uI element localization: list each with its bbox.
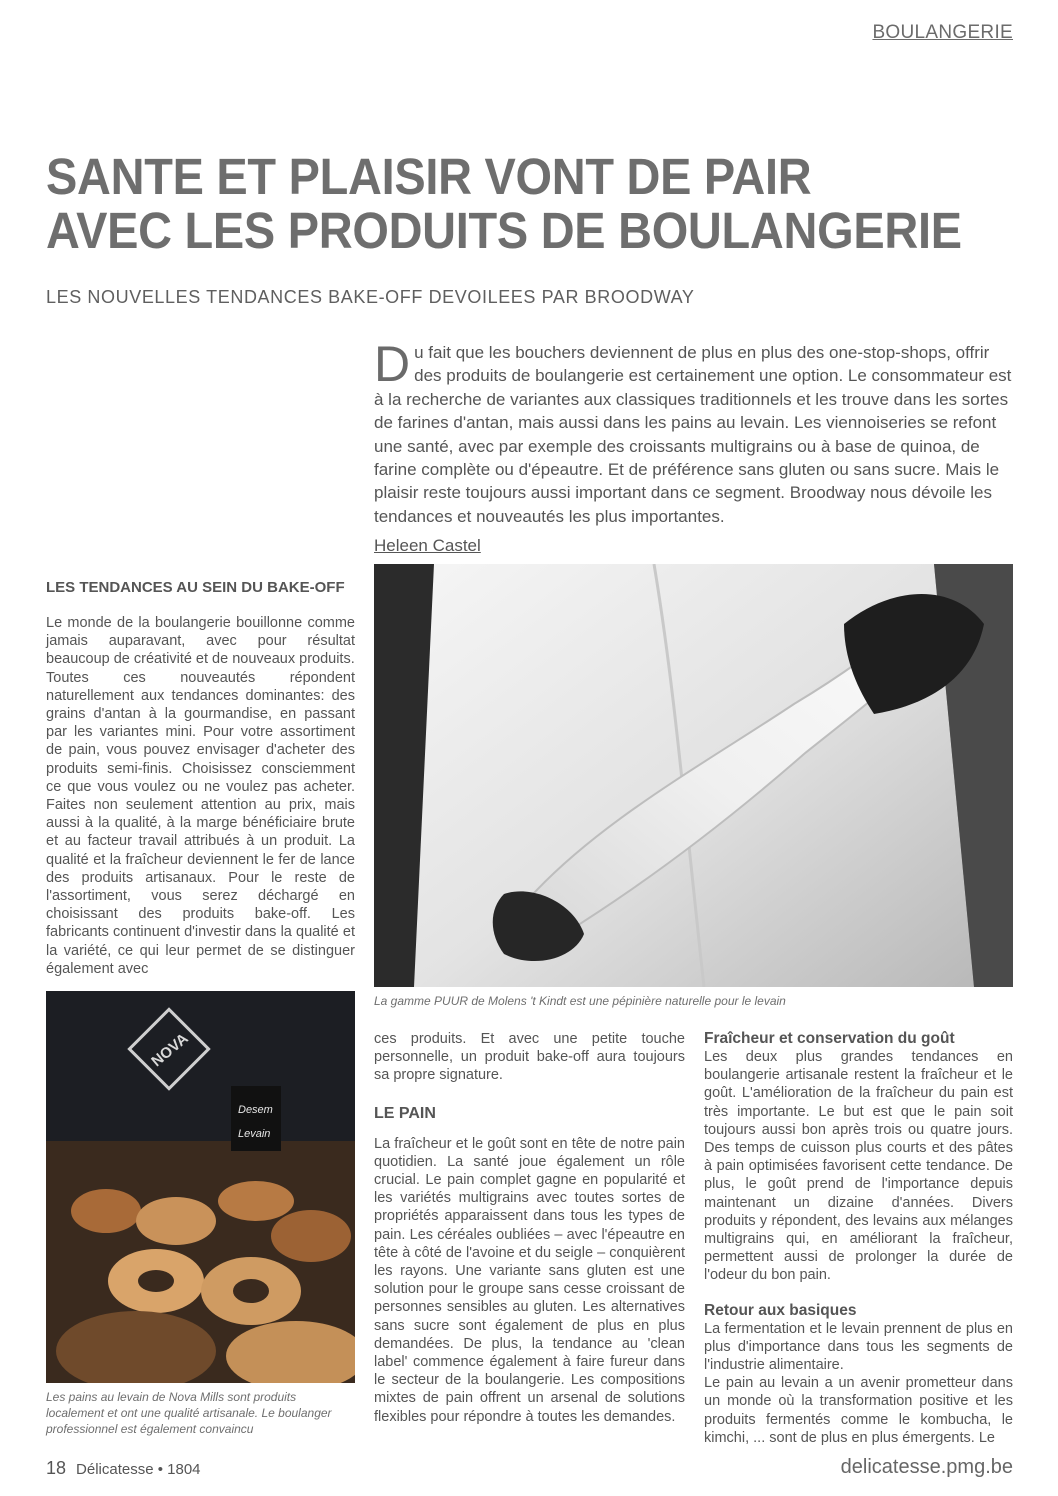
right-paragraph-1: Les deux plus grandes tendances en boulangerie artisanale restent la fraîcheur et le goût. L'amélioration de la fraîcheur du pain est très importante. Le but est que le pain soit toujours aussi bon après trois ou quatre jours. Des temps de cuisson plus courts et des pâtes à pain optimisées favorisent cette tendance. De plus, le goût prend de l'importance depuis maintenant un dizaine d'années. Divers produits y répondent, des levains aux mélanges multigrains qui, en améliorant la fraîcheur, permettent aussi de prolonger la durée de l'odeur du bon pain. [704, 1049, 1013, 1284]
bakery-photo-illustration [46, 991, 355, 1383]
page-number: 18 [46, 1458, 67, 1478]
left-column [46, 579, 355, 978]
website-link[interactable]: delicatesse.pmg.be [840, 1456, 1013, 1478]
heading-bake-off-trends: LES TENDANCES AU SEIN DU BAKE-OFF [46, 579, 345, 596]
middle-paragraph-0: ces produits. Et avec une petite touche personnelle, un produit bake-off aura toujours sa propre signature. [374, 1031, 685, 1084]
left-paragraph-2: Toutes ces nouveautés répondent naturellement aux tendances dominantes: des grains d'antan à la gourmandise, en passant par les variantes mini. Pour votre assortiment de pain, vous pouvez envisager d'acheter des produits semi-finis. Choisissez consciemment ce que vous voulez ou ne voulez pas acheter. Faites non seulement attention au prix, mais aussi à la qualité, à la marge bénéficiaire brute et au facteur travail attribués à un produit. La qualité et la fraîcheur deviennent le fer de lance des produits artisanaux. Pour le reste de l'assortiment, vous serez déchargé en choisissant des produits bake-off. Les fabricants continuent d'investir dans la qualité et la variété, ce qui leur permet de se distinguer également avec [46, 669, 355, 977]
right-paragraph-3: Le pain au levain a un avenir prometteur dans un monde où la transformation positive et les produits fermentés comme le kombucha, le kimchi, ... sont de plus en plus émergents. Le [704, 1375, 1013, 1446]
middle-paragraph-1: La fraîcheur et le goût sont en tête de notre pain quotidien. La santé joue également un rôle crucial. Le pain complet gagne en popularité et les variétés multigrains avec toutes sortes de propriétés apparaissent dans tous les types de pain. Les céréales oubliées – avec l'épeautre en tête à côté de l'avoine et du seigle – conquièrent les rayons. Une variante sans gluten est une solution pour le groupe sans cesse croissant de personnes sensibles au gluten. Les alternatives sans sucre sont également de plus en plus demandées. De plus, la tendance au 'clean label' commence également à faire fureur dans le secteur de la boulangerie. Les compositions mixtes de pain offrent un arsenal de solutions flexibles pour répondre à toutes les demandes. [374, 1135, 685, 1425]
sign-desem: Desem [238, 1104, 273, 1116]
right-column [704, 1030, 1013, 1447]
sign-levain: Levain [238, 1128, 271, 1140]
svg-text:NOVA: NOVA [148, 1030, 192, 1071]
caption-left-photo: Les pains au levain de Nova Mills sont produits localement et ont une qualité artisanale. Le boulanger professionnel est également convaincu [46, 1390, 332, 1436]
article-subtitle: LES NOUVELLES TENDANCES BAKE-OFF DEVOILEES PAR BROODWAY [46, 287, 695, 307]
author-byline[interactable]: Heleen Castel [374, 536, 481, 555]
heading-back-to-basics: Retour aux basiques [704, 1301, 857, 1319]
magazine-issue: Délicatesse • 1804 [76, 1461, 201, 1478]
footer-left [46, 1458, 201, 1479]
right-paragraph-2: La fermentation et le levain prennent de plus en plus d'importance dans tous les segments de l'industrie alimentaire. [704, 1320, 1013, 1374]
drop-cap: D [374, 336, 411, 392]
photo-nova-mills-breads [46, 991, 355, 1383]
dough-photo-illustration [374, 564, 1013, 987]
photo-dough-stretching [374, 564, 1013, 987]
heading-le-pain: LE PAIN [374, 1104, 436, 1122]
caption-main-photo: La gamme PUUR de Molens 't Kindt est une pépinière naturelle pour le levain [374, 994, 786, 1008]
heading-freshness: Fraîcheur et conservation du goût [704, 1030, 955, 1047]
intro-text: u fait que les bouchers deviennent de plus en plus des one-stop-shops, offrir des produits de boulangerie est certainement une option. Le consommateur est à la recherche de variantes aux classiques traditionnels et les trouve dans les sortes de farines d'antan, mais aussi dans les pains au levain. Les viennoiseries se refont une santé, avec par exemple des croissants multigrains ou à base de quinoa, de farine complète ou d'épeautre. Et de préférence sans gluten ou sans sucre. Mais le plaisir reste toujours aussi important dans ce segment. Broodway nous dévoile les tendances et nouveautés les plus importantes. [374, 343, 1012, 526]
left-paragraph-1: Le monde de la boulangerie bouillonne comme jamais auparavant, avec pour résultat beaucoup de créativité et de nouveaux produits. [46, 615, 355, 668]
section-tag: BOULANGERIE [872, 22, 1013, 43]
article-title [46, 150, 1003, 258]
title-line-1: SANTE ET PLAISIR VONT DE PAIR [46, 148, 812, 205]
intro-paragraph [374, 336, 1013, 528]
middle-column [374, 1030, 685, 1426]
title-line-2: AVEC LES PRODUITS DE BOULANGERIE [46, 202, 962, 259]
